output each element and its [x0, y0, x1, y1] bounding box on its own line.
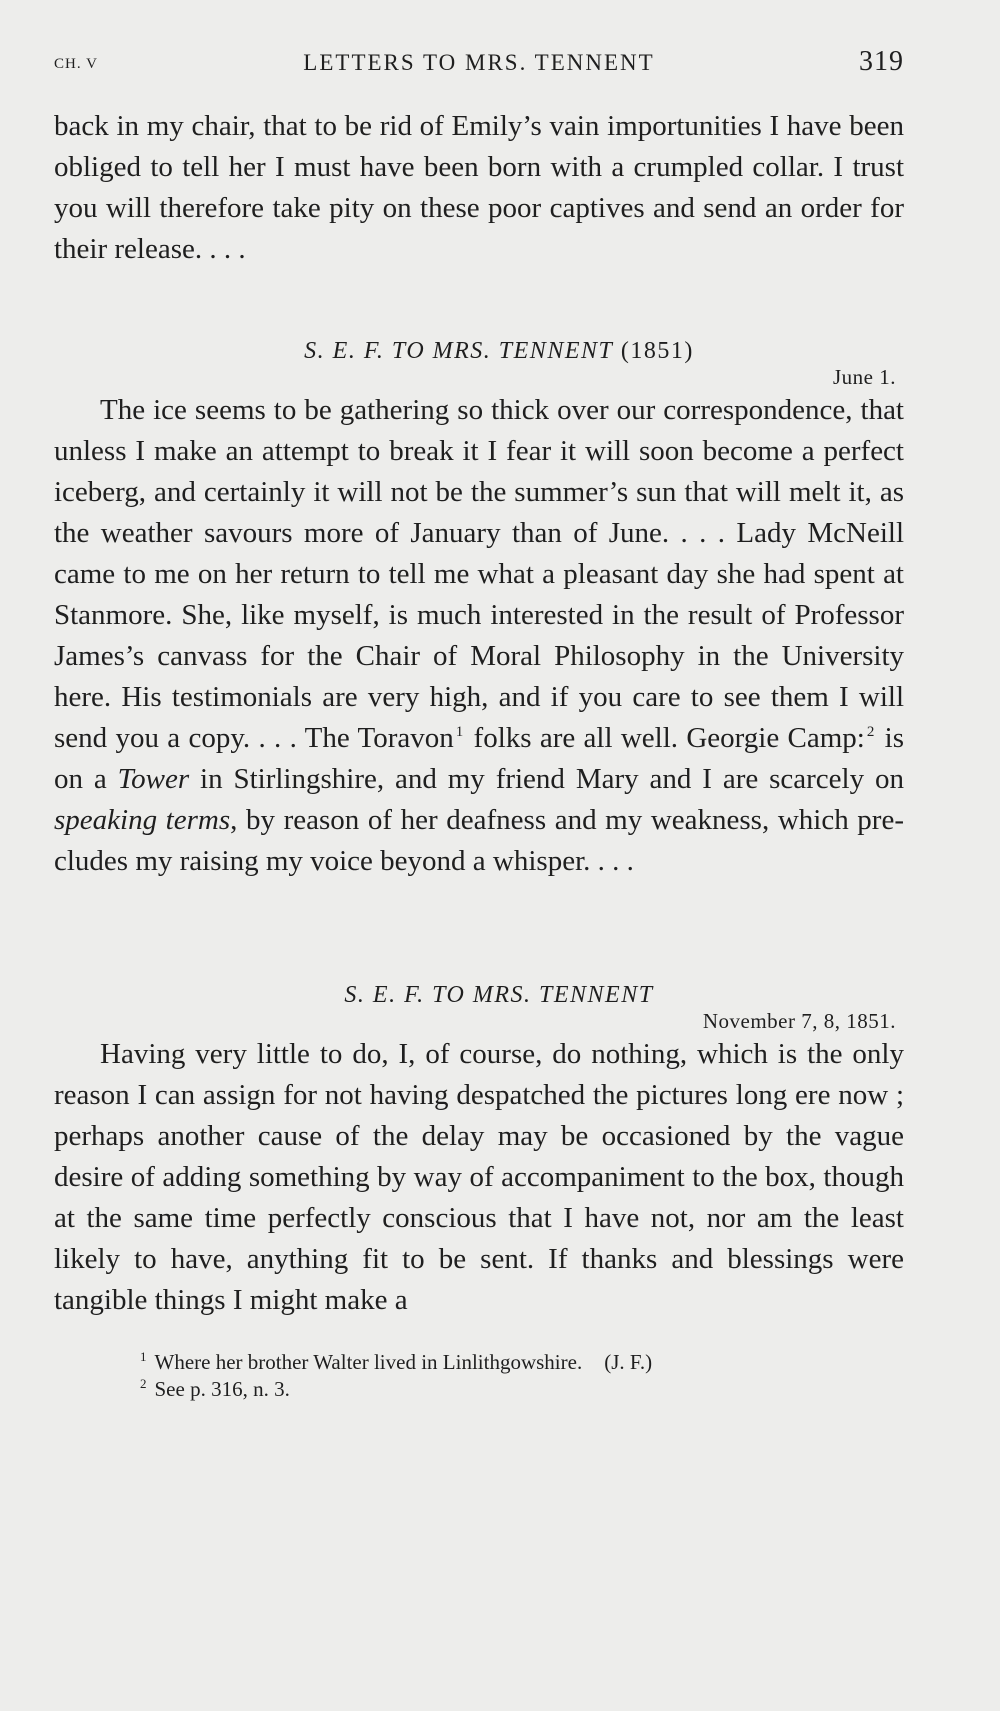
footnote-2-mark: 2: [140, 1376, 147, 1391]
footnote-2-text: See p. 316, n. 3.: [154, 1377, 290, 1401]
letter-1-body-part-3: is on a: [54, 722, 904, 795]
letter-1-body-part-4: in Stirlingshire, and my friend Mary and I are scarcely on: [189, 763, 904, 795]
letter-1-date: June 1.: [833, 365, 896, 389]
letter-1-italic-tower: Tower: [117, 763, 190, 795]
footnote-2: [140, 1376, 904, 1403]
footnote-ref-1: 1: [455, 724, 464, 741]
letter-2-heading: [54, 982, 904, 1009]
opening-paragraph: back in my chair, that to be rid of Emily’s vain importunities I have been obliged to tell her I must have been born with a crumpled collar. I trust you will therefore take pity on these poor captives and send an order for their release. . . .: [54, 110, 904, 265]
letter-1-italic-speaking-terms: speaking terms: [54, 804, 231, 836]
letter-2-heading-title: S. E. F. TO MRS. TENNENT: [344, 982, 654, 1008]
letter-1-heading-title: S. E. F. TO MRS. TENNENT: [304, 338, 614, 364]
footnote-1-attribution: (J. F.): [604, 1350, 653, 1374]
running-head: [54, 44, 904, 84]
letter-1-body-part-1: The ice seems to be gathering so thick over our correspondence, that unless I make an attempt to break it I fear it will soon become a perfect iceberg, and certainly it will not be the summer’s sun that will melt it, as the weather savours more of January than of June. . . . Lady McNeill came to me on her return to tell me what a pleasant day she had spent at Stanmore. She, like myself, is much interested in the result of Professor James’s canvass for the Chair of Moral Philosophy in the University here. His testimonials are very high, and if you care to see them I will send you a copy. . . . The Toravon: [54, 394, 904, 754]
letter-2-date: November 7, 8, 1851.: [702, 1009, 896, 1033]
page-content: [54, 106, 904, 1403]
letter-1-heading-year: (1851): [620, 338, 694, 364]
letter-1-body: [54, 390, 904, 882]
letter-2-body: Having very little to do, I, of course, do nothing, which is the only reason I can assign for not having despatched the pictures long ere now ; perhaps another cause of the delay may be occasioned by the vague desire of adding something by way of accompaniment to the box, though at the same time perfectly conscious that I have not, nor am the least likely to have, anything fit to be sent. If thanks and blessings were tangible things I might make a: [54, 1038, 904, 1316]
footnote-ref-2: 2: [866, 724, 875, 741]
footnotes: [54, 1349, 904, 1403]
chapter-label: CH. V: [54, 56, 98, 72]
footnote-1-text: Where her brother Walter lived in Linlithgowshire.: [154, 1350, 583, 1374]
letter-2: [54, 982, 904, 1321]
running-title: LETTERS TO MRS. TENNENT: [303, 50, 655, 75]
letter-1-body-part-5: , by reason of her deafness and my weakness, which precludes my raising my voice beyond a whisper. . . .: [54, 804, 904, 877]
letter-1-heading: [54, 338, 904, 365]
footnote-1: [140, 1349, 904, 1376]
page-number: 319: [859, 46, 904, 77]
letter-1-body-part-2: folks are all well. Georgie Camp:: [465, 722, 865, 754]
letter-1: [54, 338, 904, 882]
footnote-1-mark: 1: [140, 1349, 147, 1364]
